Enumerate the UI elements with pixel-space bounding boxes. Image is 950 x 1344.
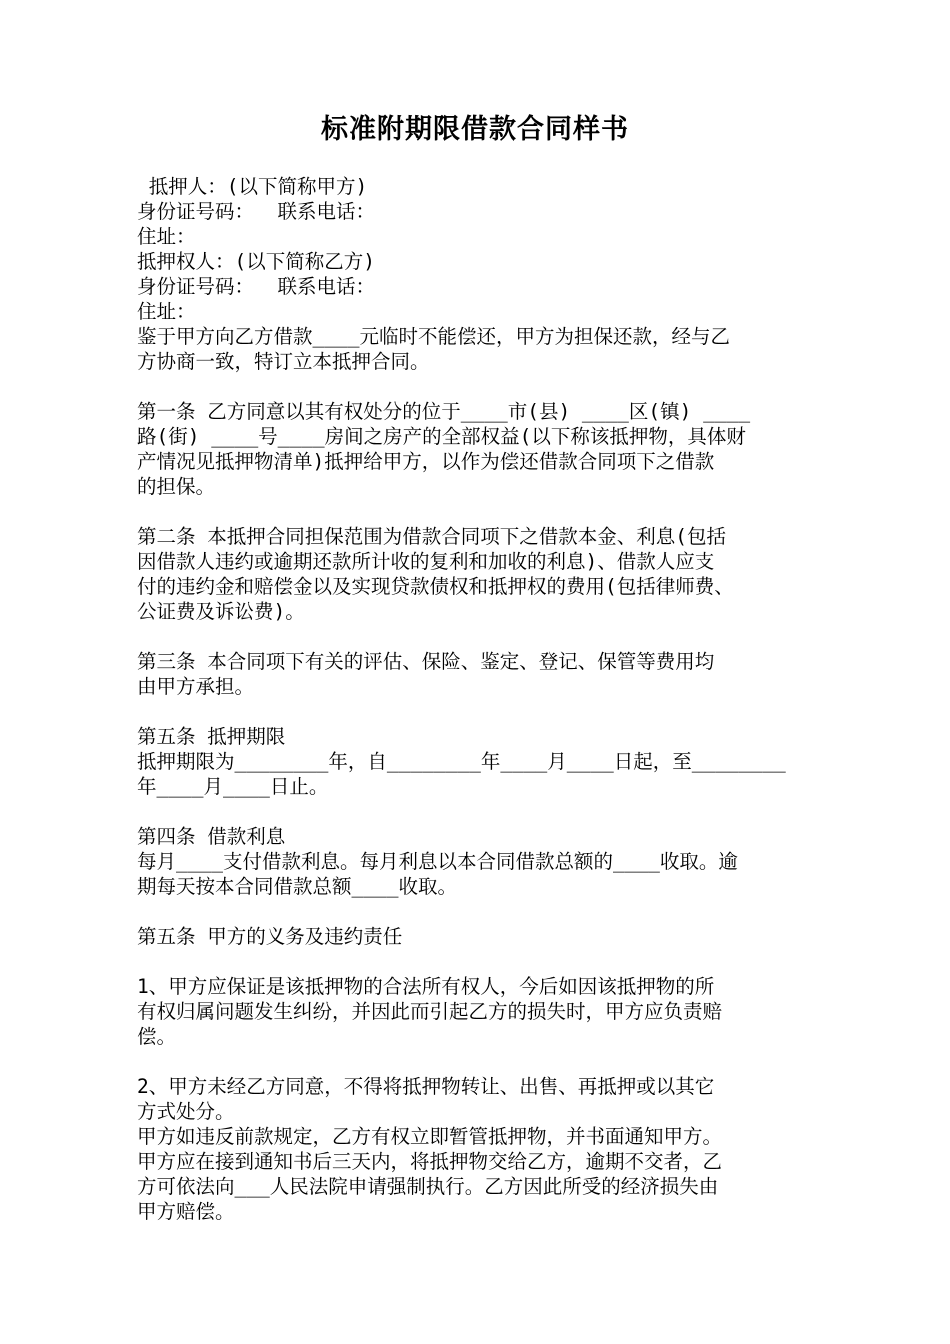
blank-line (137, 1049, 827, 1074)
text-line: 鉴于甲方向乙方借款____元临时不能偿还，甲方为担保还款，经与乙 (137, 325, 730, 348)
text-line: 因借款人违约或逾期还款所计收的复利和加收的利息)、借款人应支 (137, 550, 715, 573)
text-line: 2、甲方未经乙方同意，不得将抵押物转让、出售、再抵押或以其它 (137, 1075, 715, 1098)
text-line: 第一条 乙方同意以其有权处分的位于____市(县) ____区(镇) ____ (137, 400, 751, 423)
text-line: 住址： (137, 225, 196, 248)
text-line: 甲方应在接到通知书后三天内，将抵押物交给乙方，逾期不交者，乙 (137, 1150, 723, 1173)
text-line: 第五条 抵押期限 (137, 725, 286, 748)
blank-line (137, 499, 827, 524)
blank-line (137, 799, 827, 824)
text-line: 住址： (137, 300, 196, 323)
text-line: 有权归属问题发生纠纷，并因此而引起乙方的损失时，甲方应负责赔 (137, 1000, 723, 1023)
blank-line (137, 899, 827, 924)
document-title: 标准附期限借款合同样书 (321, 114, 629, 145)
text-line: 每月____支付借款利息。每月利息以本合同借款总额的____收取。逾 (137, 850, 738, 873)
text-line: 年____月____日止。 (137, 775, 329, 798)
text-line: 第二条 本抵押合同担保范围为借款合同项下之借款本金、利息(包括 (137, 525, 726, 548)
text-line: 方可依法向___人民法院申请强制执行。乙方因此所受的经济损失由 (137, 1175, 719, 1198)
text-line: 1、甲方应保证是该抵押物的合法所有权人，今后如因该抵押物的所 (137, 975, 715, 998)
blank-line (137, 699, 827, 724)
document-body (137, 174, 827, 1224)
blank-line (137, 624, 827, 649)
text-line: 公证费及诉讼费)。 (137, 600, 305, 623)
text-line: 甲方赔偿。 (137, 1200, 235, 1223)
blank-line (137, 374, 827, 399)
text-line: 第四条 借款利息 (137, 825, 286, 848)
text-line: 抵押期限为________年，自________年____月____日起，至________ (137, 750, 786, 773)
blank-line (137, 949, 827, 974)
text-line: 方协商一致，特订立本抵押合同。 (137, 350, 430, 373)
text-line: 付的违约金和赔偿金以及实现贷款债权和抵押权的费用(包括律师费、 (137, 575, 734, 598)
text-line: 的担保。 (137, 475, 216, 498)
text-line: 产情况见抵押物清单)抵押给甲方，以作为偿还借款合同项下之借款 (137, 450, 715, 473)
text-line: 抵押权人：(以下简称乙方) (137, 250, 375, 273)
text-line: 第五条 甲方的义务及违约责任 (137, 925, 403, 948)
text-line: 第三条 本合同项下有关的评估、保险、鉴定、登记、保管等费用均 (137, 650, 715, 673)
text-line: 由甲方承担。 (137, 675, 255, 698)
text-line: 身份证号码： 联系电话： (137, 275, 375, 298)
text-line: 身份证号码： 联系电话： (137, 200, 375, 223)
text-line: 甲方如违反前款规定，乙方有权立即暂管抵押物，并书面通知甲方。 (137, 1125, 723, 1148)
text-line: 方式处分。 (137, 1100, 235, 1123)
text-line: 抵押人：(以下简称甲方) (137, 175, 368, 198)
text-line: 偿。 (137, 1025, 177, 1048)
text-line: 期每天按本合同借款总额____收取。 (137, 875, 457, 898)
text-line: 路(街) ____号____房间之房产的全部权益(以下称该抵押物，具体财 (137, 425, 746, 448)
